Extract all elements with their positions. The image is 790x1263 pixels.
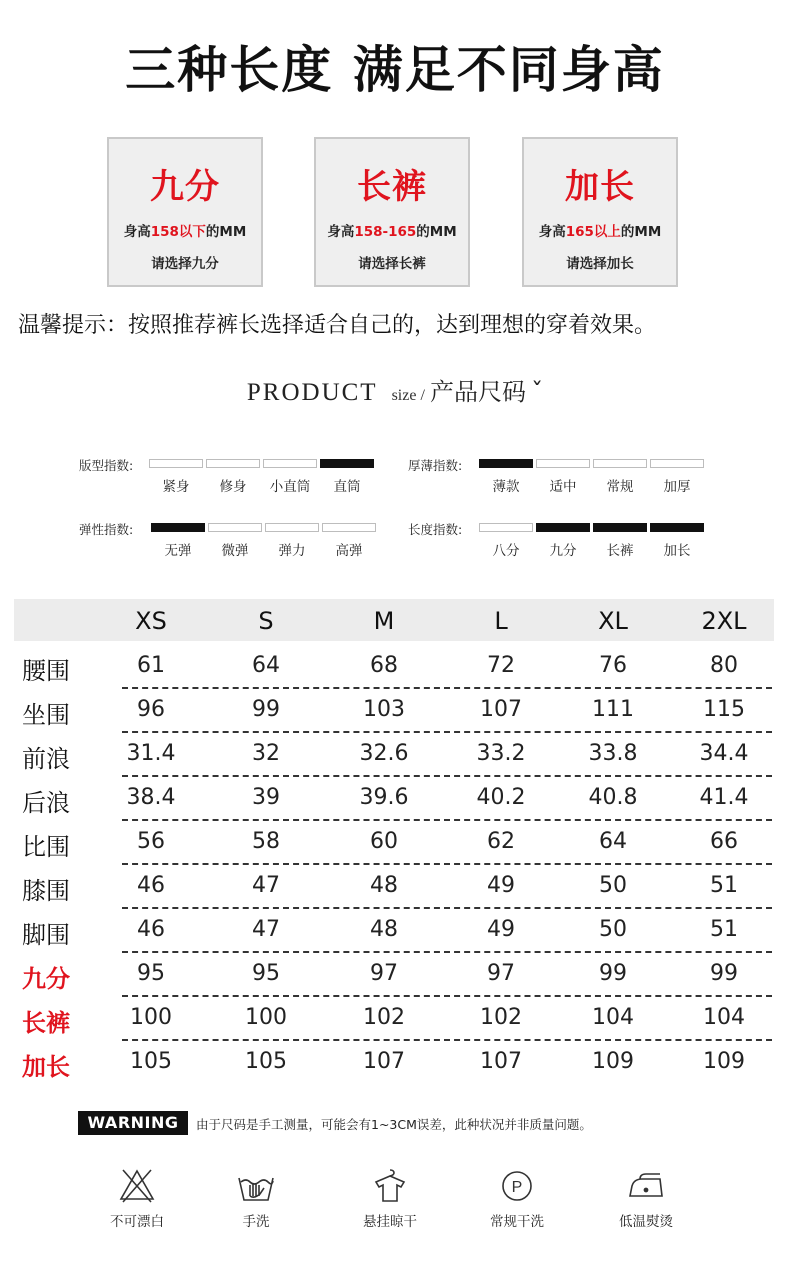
thickness-index-segment — [536, 459, 590, 468]
size-label: size / — [391, 387, 425, 404]
elasticity-index-option: 无弹 — [164, 543, 192, 559]
length-index-option: 九分 — [549, 543, 577, 559]
size-value-cell: 103 — [363, 697, 405, 722]
warning-text: 由于尺码是手工测量，可能会有1~3CM误差，此种状况并非质量问题。 — [196, 1117, 592, 1132]
row-divider — [122, 819, 772, 821]
card-title: 长裤 — [357, 167, 427, 207]
row-divider — [122, 775, 772, 777]
size-value-cell: 80 — [710, 653, 738, 678]
size-value-cell: 39 — [252, 785, 280, 810]
card-height-line: 身高165以上的MM — [538, 224, 662, 240]
size-value-cell: 40.2 — [476, 785, 526, 810]
elasticity-index-segment — [151, 523, 205, 532]
chevron-down-icon: ˇ — [531, 378, 544, 406]
size-value-cell: 49 — [487, 917, 515, 942]
size-value-cell: 104 — [703, 1005, 745, 1030]
card-extra-long — [522, 137, 678, 287]
card-height-line: 身高158-165的MM — [327, 224, 457, 240]
page-title: 三种长度 满足不同身高 — [125, 41, 665, 99]
elasticity-index-segment — [265, 523, 319, 532]
size-value-cell: 76 — [599, 653, 627, 678]
size-row-label: 九分 — [22, 965, 70, 993]
size-value-cell: 105 — [130, 1049, 172, 1074]
thickness-index-option: 常规 — [606, 479, 634, 495]
size-value-cell: 51 — [710, 873, 738, 898]
size-value-cell: 100 — [245, 1005, 287, 1030]
size-value-cell: 102 — [363, 1005, 405, 1030]
care-label-low-iron: 低温熨烫 — [619, 1214, 673, 1230]
care-label-hand-wash: 手洗 — [242, 1214, 270, 1230]
size-value-cell: 48 — [370, 873, 398, 898]
elasticity-index-option: 高弹 — [335, 543, 363, 559]
size-value-cell: 96 — [137, 697, 165, 722]
tip-text: 温馨提示：按照推荐裤长选择适合自己的，达到理想的穿着效果。 — [18, 313, 657, 338]
size-value-cell: 64 — [599, 829, 627, 854]
size-value-cell: 60 — [370, 829, 398, 854]
length-index-option: 加长 — [663, 543, 691, 559]
length-index-segment — [479, 523, 533, 532]
size-value-cell: 115 — [703, 697, 745, 722]
product-label: PRODUCT — [246, 379, 378, 406]
care-label-no-bleach: 不可漂白 — [110, 1214, 164, 1230]
size-value-cell: 40.8 — [588, 785, 638, 810]
fit-index-option: 直筒 — [333, 479, 361, 495]
size-value-cell: 41.4 — [699, 785, 749, 810]
size-value-cell: 109 — [703, 1049, 745, 1074]
row-divider — [122, 995, 772, 997]
size-row-label: 比围 — [22, 833, 70, 861]
size-value-cell: 39.6 — [359, 785, 409, 810]
size-value-cell: 47 — [252, 917, 280, 942]
size-value-cell: 72 — [487, 653, 515, 678]
row-divider — [122, 731, 772, 733]
dry-clean-icon — [497, 1166, 537, 1206]
size-value-cell: 58 — [252, 829, 280, 854]
thickness-index-segment — [479, 459, 533, 468]
size-row-label: 后浪 — [22, 789, 70, 817]
size-row-label: 加长 — [22, 1053, 70, 1081]
length-index-segment — [650, 523, 704, 532]
fit-index-label: 版型指数: — [79, 458, 134, 473]
size-value-cell: 33.2 — [476, 741, 526, 766]
size-value-cell: 46 — [137, 873, 165, 898]
size-value-cell: 38.4 — [126, 785, 176, 810]
size-value-cell: 68 — [370, 653, 398, 678]
size-value-cell: 99 — [252, 697, 280, 722]
fit-index-segment — [320, 459, 374, 468]
elasticity-index-option: 弹力 — [278, 543, 306, 559]
size-value-cell: 50 — [599, 917, 627, 942]
size-row-label: 前浪 — [22, 745, 70, 773]
elasticity-index-segment — [208, 523, 262, 532]
size-value-cell: 111 — [592, 697, 634, 722]
size-value-cell: 95 — [137, 961, 165, 986]
size-header-cell: M — [373, 607, 395, 635]
no-bleach-icon — [117, 1166, 157, 1206]
size-value-cell: 34.4 — [699, 741, 749, 766]
size-value-cell: 61 — [137, 653, 165, 678]
size-value-cell: 50 — [599, 873, 627, 898]
size-value-cell: 99 — [710, 961, 738, 986]
fit-index-option: 紧身 — [162, 479, 190, 495]
svg-text:P: P — [511, 1179, 523, 1196]
size-row-label: 长裤 — [22, 1009, 70, 1037]
hand-wash-icon — [236, 1166, 276, 1206]
size-row-label: 脚围 — [22, 921, 70, 949]
fit-index-option: 小直筒 — [269, 479, 311, 495]
length-index-option: 八分 — [492, 543, 520, 559]
row-divider — [122, 1039, 772, 1041]
fit-index-option: 修身 — [219, 479, 247, 495]
hang-dry-icon — [370, 1166, 410, 1206]
size-value-cell: 102 — [480, 1005, 522, 1030]
row-divider — [122, 687, 772, 689]
length-index-segment — [593, 523, 647, 532]
size-value-cell: 32.6 — [359, 741, 409, 766]
product-size-header — [0, 372, 790, 407]
row-divider — [122, 907, 772, 909]
row-divider — [122, 863, 772, 865]
size-chart-label: 产品尺码 — [430, 378, 526, 406]
elasticity-index-segment — [322, 523, 376, 532]
length-index-option: 长裤 — [606, 543, 634, 559]
length-index-segment — [536, 523, 590, 532]
size-header-cell: L — [494, 607, 508, 635]
size-value-cell: 107 — [480, 1049, 522, 1074]
fit-index-segment — [263, 459, 317, 468]
card-nine-tenths — [107, 137, 263, 287]
card-height-line: 身高158以下的MM — [123, 224, 247, 240]
size-value-cell: 104 — [592, 1005, 634, 1030]
warning-badge: WARNING — [78, 1111, 188, 1135]
size-header-cell: S — [258, 607, 274, 635]
size-value-cell: 62 — [487, 829, 515, 854]
size-header-cell: XS — [135, 607, 167, 635]
card-regular-length — [314, 137, 470, 287]
size-value-cell: 109 — [592, 1049, 634, 1074]
size-value-cell: 107 — [363, 1049, 405, 1074]
card-advice: 请选择长裤 — [358, 256, 426, 272]
size-row-label: 腰围 — [22, 657, 70, 685]
thickness-index-label: 厚薄指数: — [408, 458, 463, 473]
size-value-cell: 46 — [137, 917, 165, 942]
size-header-cell: 2XL — [701, 607, 747, 635]
card-advice: 请选择加长 — [566, 256, 634, 272]
thickness-index-option: 适中 — [549, 479, 577, 495]
size-value-cell: 100 — [130, 1005, 172, 1030]
size-value-cell: 97 — [487, 961, 515, 986]
care-label-hang-dry: 悬挂晾干 — [363, 1214, 417, 1230]
length-index-label: 长度指数: — [408, 522, 463, 537]
row-divider — [122, 951, 772, 953]
size-value-cell: 56 — [137, 829, 165, 854]
size-value-cell: 99 — [599, 961, 627, 986]
thickness-index-segment — [593, 459, 647, 468]
size-value-cell: 66 — [710, 829, 738, 854]
care-label-dry-clean: 常规干洗 — [490, 1214, 544, 1230]
size-row-label: 坐围 — [22, 701, 70, 729]
size-value-cell: 49 — [487, 873, 515, 898]
size-value-cell: 64 — [252, 653, 280, 678]
size-value-cell: 47 — [252, 873, 280, 898]
size-value-cell: 105 — [245, 1049, 287, 1074]
size-value-cell: 31.4 — [126, 741, 176, 766]
elasticity-index-label: 弹性指数: — [79, 522, 134, 537]
thickness-index-segment — [650, 459, 704, 468]
size-row-label: 膝围 — [22, 877, 70, 905]
size-value-cell: 33.8 — [588, 741, 638, 766]
elasticity-index-option: 微弹 — [221, 543, 249, 559]
card-title: 九分 — [150, 167, 220, 207]
size-value-cell: 107 — [480, 697, 522, 722]
size-header-cell: XL — [598, 607, 628, 635]
fit-index-segment — [149, 459, 203, 468]
size-value-cell: 95 — [252, 961, 280, 986]
size-value-cell: 32 — [252, 741, 280, 766]
card-title: 加长 — [565, 167, 635, 207]
fit-index-segment — [206, 459, 260, 468]
low-iron-icon — [626, 1166, 666, 1206]
size-value-cell: 48 — [370, 917, 398, 942]
thickness-index-option: 薄款 — [492, 479, 520, 495]
thickness-index-option: 加厚 — [663, 479, 691, 495]
card-advice: 请选择九分 — [151, 256, 219, 272]
size-value-cell: 51 — [710, 917, 738, 942]
size-value-cell: 97 — [370, 961, 398, 986]
